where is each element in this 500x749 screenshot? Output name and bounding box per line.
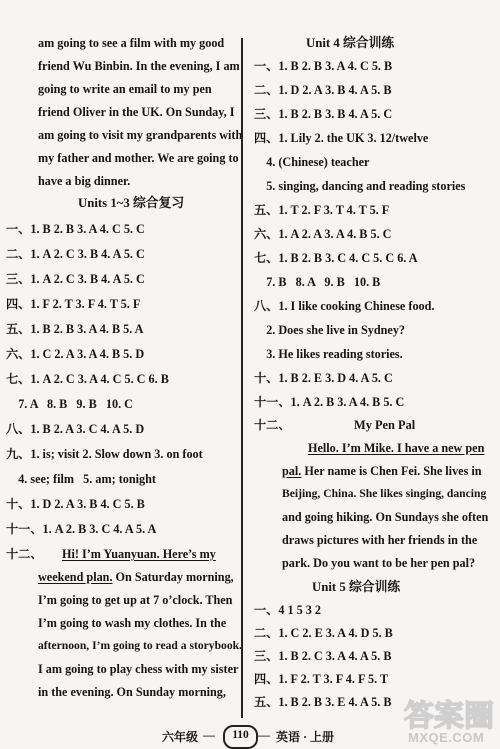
essay-line: I am going to play chess with my sister — [38, 662, 239, 676]
essay-line: am going to see a film with my good — [38, 36, 225, 50]
section-title-unit-5: Unit 5 综合训练 — [312, 580, 401, 594]
answer-line: 二、1. C 2. E 3. A 4. D 5. B — [254, 626, 393, 640]
watermark-glyph: 答案圈 — [404, 699, 494, 734]
essay-underlined: pal. — [282, 464, 302, 478]
essay-line: going to write an email to my pen — [38, 82, 212, 96]
answer-line: 六、1. C 2. A 3. A 4. B 5. D — [6, 347, 145, 361]
essay-line: Hello. I’m Mike. I have a new pen — [308, 441, 485, 455]
watermark-text: MXQE.COM — [408, 730, 485, 745]
answer-line: 7. B 8. A 9. B 10. B — [254, 275, 381, 289]
essay-line: friend Wu Binbin. In the evening, I am — [38, 59, 240, 73]
essay-line: I’m going to get up at 7 o’clock. Then — [38, 593, 233, 607]
footer-dash: — — [203, 728, 215, 742]
answer-line: 2. Does she live in Sydney? — [254, 323, 406, 337]
section-title-units-1-3: Units 1~3 综合复习 — [78, 196, 185, 210]
footer-subject: 英语 · 上册 — [276, 730, 335, 744]
answer-line: 三、1. B 2. C 3. A 4. A 5. B — [254, 649, 392, 663]
answer-line: 七、1. A 2. C 3. A 4. C 5. C 6. B — [6, 372, 169, 386]
answer-line: 五、1. T 2. F 3. T 4. T 5. F — [254, 203, 390, 217]
answer-line: 二、1. D 2. A 3. B 4. A 5. B — [254, 83, 392, 97]
essay-line: and going hiking. On Sundays she often — [282, 510, 489, 524]
answer-line: 十一、1. A 2. B 3. C 4. A 5. A — [6, 522, 157, 536]
answer-line: 一、1. B 2. B 3. A 4. C 5. B — [254, 59, 393, 73]
essay-text: On Saturday morning, — [112, 570, 234, 584]
footer-dash: — — [258, 728, 270, 742]
answer-line: 八、1. B 2. A 3. C 4. A 5. D — [6, 422, 145, 436]
question-label-12: 十二、 — [6, 547, 43, 561]
answer-line: 4. see; film 5. am; tonight — [6, 472, 156, 486]
essay-line: I’m going to wash my clothes. In the — [38, 616, 227, 630]
answer-line: 七、1. B 2. B 3. C 4. C 5. C 6. A — [254, 251, 418, 265]
answer-line: 八、1. I like cooking Chinese food. — [254, 299, 435, 313]
essay-line: park. Do you want to be her pen pal? — [282, 556, 476, 570]
answer-line: 十一、1. A 2. B 3. A 4. B 5. C — [254, 395, 405, 409]
answer-line: 五、1. B 2. B 3. A 4. B 5. A — [6, 322, 144, 336]
answer-line: 4. (Chinese) teacher — [254, 155, 370, 169]
answer-line: 四、1. Lily 2. the UK 3. 12/twelve — [254, 131, 429, 145]
answer-line: 7. A 8. B 9. B 10. C — [6, 397, 133, 411]
section-title-unit-4: Unit 4 综合训练 — [306, 36, 395, 50]
answer-line: 十、1. B 2. E 3. D 4. A 5. C — [254, 371, 393, 385]
answer-line: 十、1. D 2. A 3. B 4. C 5. B — [6, 497, 145, 511]
watermark-glyph-icon — [398, 694, 500, 734]
essay-line — [38, 570, 234, 584]
essay-line: Beijing, China. She likes singing, dancing — [282, 487, 487, 500]
essay-line — [282, 464, 482, 478]
essay-underlined: weekend plan. — [38, 570, 113, 584]
essay-text: Her name is Chen Fei. She lives in — [301, 464, 482, 478]
page-number: 110 — [232, 729, 249, 741]
essay-line: afternoon, I’m going to read a storybook. — [38, 639, 242, 652]
answer-line: 九、1. is; visit 2. Slow down 3. on foot — [6, 447, 203, 461]
answer-line: 三、1. A 2. C 3. B 4. A 5. C — [6, 272, 145, 286]
column-divider — [241, 38, 243, 718]
answer-line: 五、1. B 2. B 3. E 4. A 5. B — [254, 695, 392, 709]
answer-line: 三、1. B 2. B 3. B 4. A 5. C — [254, 107, 393, 121]
essay-line: draws pictures with her friends in the — [282, 533, 478, 547]
answer-line: 一、4 1 5 3 2 — [254, 603, 322, 617]
essay-line: Hi! I’m Yuanyuan. Here’s my — [62, 547, 216, 561]
essay-line: am going to visit my grandparents with — [38, 128, 243, 142]
watermark-logo — [398, 694, 500, 748]
answer-line: 二、1. A 2. C 3. B 4. A 5. C — [6, 247, 145, 261]
answer-line: 一、1. B 2. B 3. A 4. C 5. C — [6, 222, 145, 236]
essay-line: friend Oliver in the UK. On Sunday, I — [38, 105, 235, 119]
answer-line: 3. He likes reading stories. — [254, 347, 403, 361]
essay-line: have a big dinner. — [38, 174, 131, 188]
essay-line: my father and mother. We are going to — [38, 151, 239, 165]
page-number-badge — [223, 725, 258, 749]
question-label-12: 十二、 — [254, 418, 291, 432]
answer-line: 5. singing, dancing and reading stories — [254, 179, 466, 193]
answer-line: 四、1. F 2. T 3. F 4. T 5. F — [6, 297, 141, 311]
essay-title: My Pen Pal — [354, 418, 416, 432]
answer-line: 四、1. F 2. T 3. F 4. F 5. T — [254, 672, 389, 686]
footer-grade: 六年级 — [162, 730, 199, 744]
essay-line: in the evening. On Sunday morning, — [38, 685, 226, 699]
answer-line: 六、1. A 2. A 3. A 4. B 5. C — [254, 227, 392, 241]
